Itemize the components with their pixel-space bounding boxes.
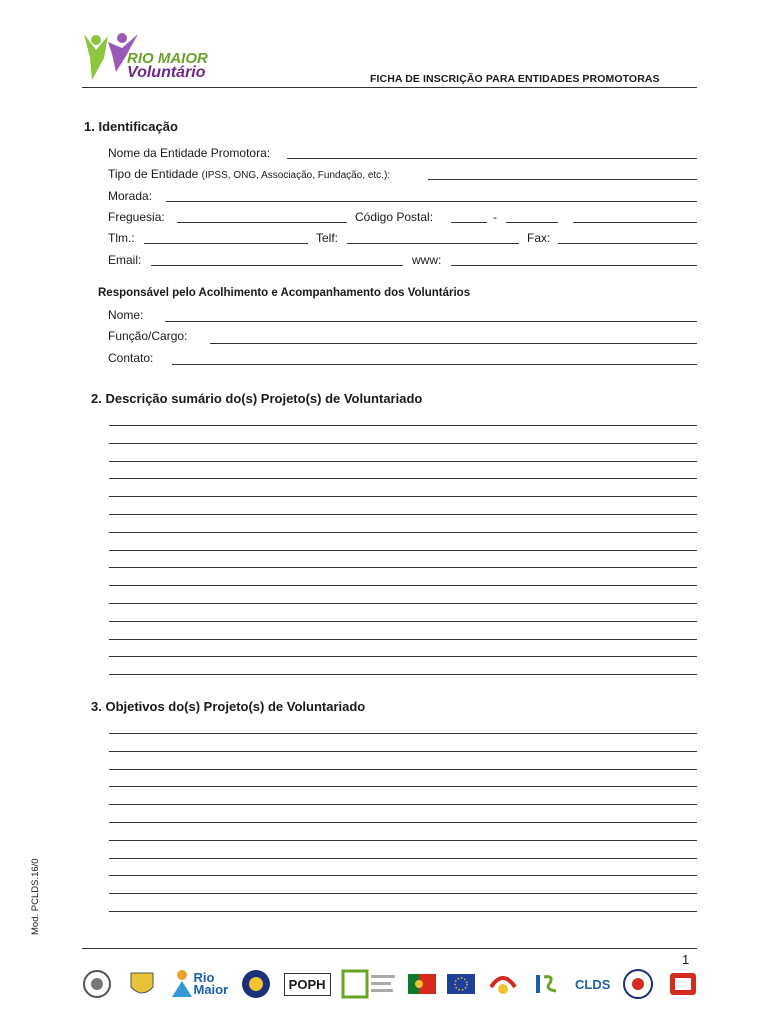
logo-rio-text: Rio [193,970,215,985]
social-security-icon [486,967,520,1001]
resp-funcao-field[interactable] [210,343,697,344]
writing-line[interactable] [109,532,697,533]
clds-logo: CLDS [575,976,611,992]
writing-line[interactable] [109,639,697,640]
fax-label: Fax: [527,231,551,245]
poph-logo: POPH [284,973,331,996]
header-divider [82,87,697,88]
writing-line[interactable] [109,478,697,479]
tipo-entidade-label: Tipo de Entidade (IPSS, ONG, Associação, Fundação, etc.): [108,167,391,181]
morada-label: Morada: [108,189,153,203]
writing-line[interactable] [109,461,697,462]
page-number: 1 [682,952,690,967]
codigo-postal-label: Código Postal: [355,210,434,224]
section-2-heading: 2. Descrição sumário do(s) Projeto(s) de Voluntariado [91,391,423,406]
writing-line[interactable] [109,496,697,497]
resp-nome-field[interactable] [165,321,697,322]
logo-text-voluntario: Voluntário [127,64,206,81]
form-code-label: Mod. PCLDS.16/0 [30,858,41,935]
resp-nome-label: Nome: [108,308,144,322]
partner-logos [80,964,700,1004]
writing-line[interactable] [109,858,697,859]
writing-line[interactable] [109,875,697,876]
nome-entidade-label: Nome da Entidade Promotora: [108,146,271,160]
www-label: www: [412,253,442,267]
writing-line[interactable] [109,514,697,515]
tlm-label: Tlm.: [108,231,135,245]
document-title: FICHA DE INSCRIÇÃO PARA ENTIDADES PROMOTORAS [370,73,660,85]
qren-logo-icon [341,967,397,1001]
emblem-icon [239,967,273,1001]
writing-line[interactable] [109,751,697,752]
codigo-postal-dash: - [493,210,497,224]
municipal-crest-icon [80,967,114,1001]
logo-maior-text: Maior [193,982,229,997]
writing-line[interactable] [109,822,697,823]
writing-line[interactable] [109,840,697,841]
responsavel-heading: Responsável pelo Acolhimento e Acompanhamento dos Voluntários [98,287,471,299]
www-field[interactable] [451,265,697,266]
freguesia-field[interactable] [177,222,347,223]
eu-flag-icon [447,974,475,994]
tlm-field[interactable] [144,243,308,244]
fax-field[interactable] [558,243,697,244]
writing-line[interactable] [109,656,697,657]
morada-field[interactable] [166,201,697,202]
freguesia-label: Freguesia: [108,210,165,224]
codigo-postal-field-2[interactable] [506,222,558,223]
resp-contato-label: Contato: [108,351,154,365]
codigo-postal-localidade-field[interactable] [573,222,697,223]
section-3-heading: 3. Objetivos do(s) Projeto(s) de Voluntariado [91,699,366,714]
email-field[interactable] [151,265,403,266]
nome-entidade-field[interactable] [287,158,697,159]
portugal-flag-icon [408,974,436,994]
section-1-heading: 1. Identificação [84,119,178,134]
writing-line[interactable] [109,911,697,912]
parish-shield-icon [125,967,159,1001]
writing-line[interactable] [109,567,697,568]
telf-field[interactable] [347,243,519,244]
writing-line[interactable] [109,621,697,622]
tipo-entidade-field[interactable] [428,179,697,180]
writing-line[interactable] [109,674,697,675]
writing-line[interactable] [109,893,697,894]
writing-line[interactable] [109,585,697,586]
be-logo-icon [666,967,700,1001]
email-label: Email: [108,253,142,267]
writing-line[interactable] [109,733,697,734]
writing-line[interactable] [109,550,697,551]
rio-maior-figure-icon [170,969,194,999]
rio-maior-camara-logo [170,969,229,999]
iss-logo-icon [530,967,564,1001]
writing-line[interactable] [109,769,697,770]
round-seal-icon [621,967,655,1001]
codigo-postal-field-1[interactable] [451,222,487,223]
logo-text-rio-maior: RIO MAIOR [127,50,208,67]
resp-funcao-label: Função/Cargo: [108,329,188,343]
writing-line[interactable] [109,443,697,444]
telf-label: Telf: [316,231,339,245]
writing-line[interactable] [109,804,697,805]
footer-divider [82,948,697,949]
writing-line[interactable] [109,786,697,787]
writing-line[interactable] [109,603,697,604]
writing-line[interactable] [109,425,697,426]
resp-contato-field[interactable] [172,364,697,365]
